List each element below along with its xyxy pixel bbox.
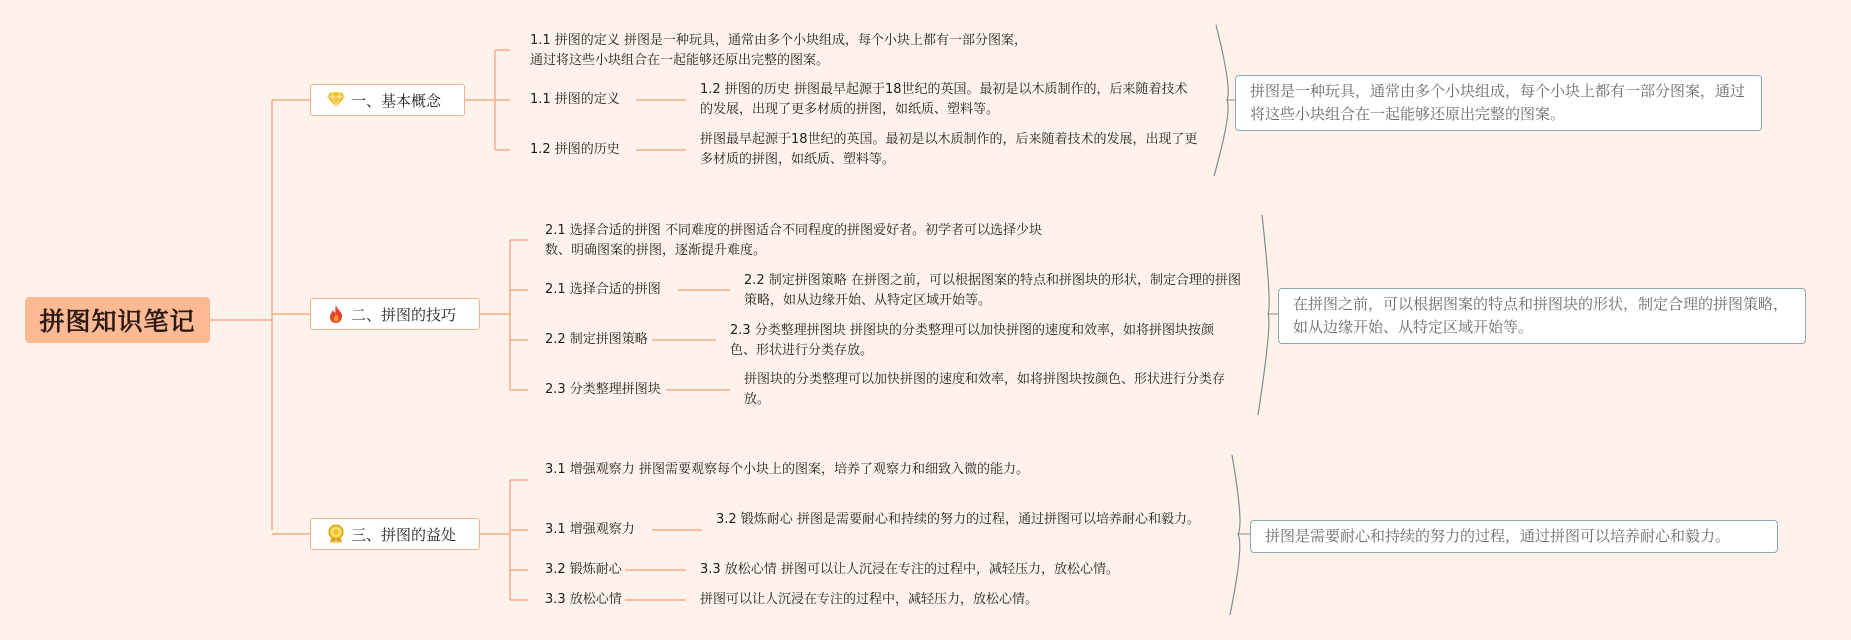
node-text[interactable]: 1.1 拼图的定义: [530, 92, 620, 107]
node-text[interactable]: 3.1 增强观察力 拼图需要观察每个小块上的图案，培养了观察力和细致入微的能力。: [545, 462, 1029, 477]
diamond-icon: [327, 90, 345, 110]
summary-box[interactable]: 拼图是需要耐心和持续的努力的过程，通过拼图可以培养耐心和毅力。: [1250, 520, 1778, 553]
node-child-text[interactable]: 1.2 拼图的历史 拼图最早起源于18世纪的英国。最初是以木质制作的，后来随着技术的发展，出现了更多材质的拼图，如纸质、塑料等。: [700, 82, 1188, 117]
node-child-text[interactable]: 3.2 锻炼耐心 拼图是需要耐心和持续的努力的过程，通过拼图可以培养耐心和毅力。: [716, 512, 1200, 527]
branch-puzzle-tips[interactable]: [310, 298, 480, 330]
root-spine: [272, 100, 310, 534]
branch-1-summary-bracket: [1214, 25, 1228, 176]
node-text[interactable]: 1.1 拼图的定义 拼图是一种玩具，通常由多个小块组成，每个小块上都有一部分图案，通过将这些小块组合在一起能够还原出完整的图案。: [530, 33, 1027, 68]
branch-2-summary-bracket: [1258, 215, 1269, 415]
node-child-text[interactable]: 2.3 分类整理拼图块 拼图块的分类整理可以加快拼图的速度和效率，如将拼图块按颜色、形状进行分类存放。: [730, 323, 1214, 358]
branch-2-connector: [480, 240, 528, 390]
root-topic[interactable]: 拼图知识笔记: [25, 297, 210, 343]
branch-label: 一、基本概念: [351, 91, 442, 110]
node-text[interactable]: 2.1 选择合适的拼图: [545, 282, 661, 297]
branch-1-connector: [465, 50, 510, 150]
node-text[interactable]: 2.1 选择合适的拼图 不同难度的拼图适合不同程度的拼图爱好者。初学者可以选择少块数、明确图案的拼图，逐渐提升难度。: [545, 223, 1042, 258]
node-text[interactable]: 1.2 拼图的历史: [530, 142, 620, 157]
branch-3-summary-bracket: [1230, 455, 1240, 615]
node-child-text[interactable]: 拼图块的分类整理可以加快拼图的速度和效率，如将拼图块按颜色、形状进行分类存放。: [744, 372, 1226, 407]
medal-icon: [327, 524, 345, 544]
fire-icon: [327, 304, 345, 324]
summary-box[interactable]: 拼图是一种玩具，通常由多个小块组成，每个小块上都有一部分图案，通过将这些小块组合在一起能够还原出完整的图案。: [1235, 75, 1762, 131]
branch-puzzle-benefits[interactable]: [310, 518, 480, 550]
branch-3-connector: [480, 480, 528, 600]
branch-label: 二、拼图的技巧: [351, 305, 457, 324]
node-text[interactable]: 3.1 增强观察力: [545, 522, 635, 537]
branch-label: 三、拼图的益处: [351, 525, 457, 544]
node-text[interactable]: 2.3 分类整理拼图块: [545, 382, 661, 397]
node-text[interactable]: 2.2 制定拼图策略: [545, 332, 648, 347]
node-text[interactable]: 3.3 放松心情: [545, 592, 622, 607]
node-child-text[interactable]: 拼图最早起源于18世纪的英国。最初是以木质制作的，后来随着技术的发展，出现了更多材质的拼图，如纸质、塑料等。: [700, 132, 1198, 167]
node-child-text[interactable]: 3.3 放松心情 拼图可以让人沉浸在专注的过程中，减轻压力，放松心情。: [700, 562, 1119, 577]
summary-box[interactable]: 在拼图之前，可以根据图案的特点和拼图块的形状，制定合理的拼图策略，如从边缘开始、从特定区域开始等。: [1278, 288, 1806, 344]
branch-basic-concepts[interactable]: [310, 84, 465, 116]
node-text[interactable]: 3.2 锻炼耐心: [545, 562, 622, 577]
node-child-text[interactable]: 2.2 制定拼图策略 在拼图之前，可以根据图案的特点和拼图块的形状，制定合理的拼图策略，如从边缘开始、从特定区域开始等。: [744, 273, 1241, 308]
node-child-text[interactable]: 拼图可以让人沉浸在专注的过程中，减轻压力，放松心情。: [700, 592, 1039, 607]
